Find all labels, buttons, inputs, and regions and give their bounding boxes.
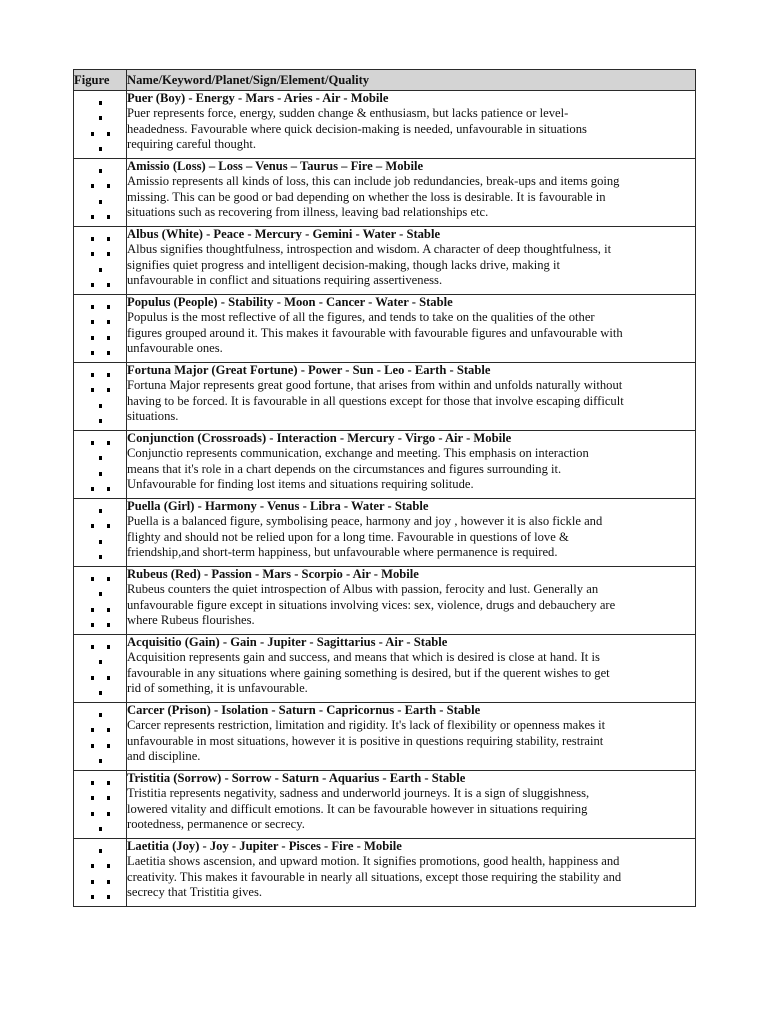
geomantic-figure-glyph xyxy=(74,164,126,225)
description-line: means that it's role in a chart depends on the circumstances and figures surrounding it. xyxy=(127,461,562,476)
dot-icon xyxy=(99,759,102,763)
dot-icon xyxy=(91,132,94,136)
description-line: situations. xyxy=(127,408,179,423)
dot-icon xyxy=(99,660,102,664)
description-line: rid of something, it is unfavourable. xyxy=(127,680,308,695)
dot-icon xyxy=(107,373,110,377)
figure-cell xyxy=(74,431,127,499)
table-row xyxy=(74,227,696,295)
figure-cell xyxy=(74,91,127,159)
dot-icon xyxy=(91,812,94,816)
single-dot-row xyxy=(74,263,126,278)
figure-cell xyxy=(74,771,127,839)
dot-icon xyxy=(99,169,102,173)
description-line: having to be forced. It is favourable in all questions except for those that involve escaping difficult xyxy=(127,393,624,408)
dot-icon xyxy=(91,487,94,491)
description-line: Albus signifies thoughtfulness, introspection and wisdom. A character of deep thoughtfulness, it xyxy=(127,242,612,257)
single-dot-row xyxy=(74,399,126,414)
figure-title: Acquisitio (Gain) - Gain - Jupiter - Sagittarius - Air - Stable xyxy=(127,635,448,649)
description-line: Amissio represents all kinds of loss, this can include job redundancies, break-ups and items going xyxy=(127,174,620,189)
description-line: lowered vitality and difficult emotions. It can be favourable however in situations requiring xyxy=(127,801,588,816)
dot-icon xyxy=(107,215,110,219)
figure-title: Populus (People) - Stability - Moon - Cancer - Water - Stable xyxy=(127,295,453,309)
description-line: unfavourable ones. xyxy=(127,340,223,355)
description-line: situations such as recovering from illness, leaving bad relationships etc. xyxy=(127,204,489,219)
double-dot-row xyxy=(74,723,126,738)
dot-icon xyxy=(99,827,102,831)
single-dot-row xyxy=(74,504,126,519)
figure-cell xyxy=(74,635,127,703)
geomantic-figure-glyph xyxy=(74,368,126,429)
dot-icon xyxy=(99,147,102,151)
dot-icon xyxy=(107,577,110,581)
dot-icon xyxy=(107,676,110,680)
description-line: headedness. Favourable where quick decision-making is needed, unfavourable in situations xyxy=(127,121,587,136)
double-dot-row xyxy=(74,179,126,194)
dot-icon xyxy=(91,252,94,256)
single-dot-row xyxy=(74,550,126,565)
dot-icon xyxy=(91,524,94,528)
double-dot-row xyxy=(74,127,126,142)
dot-icon xyxy=(99,419,102,423)
description-line: Carcer represents restriction, limitation and rigidity. It's lack of flexibility or openness makes it xyxy=(127,718,606,733)
figure-title: Conjunction (Crossroads) - Interaction - Mercury - Virgo - Air - Mobile xyxy=(127,431,512,445)
double-dot-row xyxy=(74,232,126,247)
description-line: Fortuna Major represents great good fortune, that arises from within and unfolds naturally without xyxy=(127,378,623,393)
figure-title: Carcer (Prison) - Isolation - Saturn - Capricornus - Earth - Stable xyxy=(127,703,481,717)
table-row xyxy=(74,431,696,499)
description-line: unfavourable figure except in situations involving vices: sex, violence, drugs and debauchery are xyxy=(127,597,616,612)
double-dot-row xyxy=(74,618,126,633)
figure-cell xyxy=(74,567,127,635)
dot-icon xyxy=(91,676,94,680)
description-line: requiring careful thought. xyxy=(127,136,257,151)
single-dot-row xyxy=(74,587,126,602)
description-cell xyxy=(127,363,696,431)
dot-icon xyxy=(91,283,94,287)
double-dot-row xyxy=(74,482,126,497)
dot-icon xyxy=(99,555,102,559)
dot-icon xyxy=(91,320,94,324)
description-line: figures grouped around it. This makes it favourable with favourable figures and unfavourable with xyxy=(127,325,623,340)
double-dot-row xyxy=(74,300,126,315)
description-line: Conjunctio represents communication, exchange and meeting. This emphasis on interaction xyxy=(127,446,589,461)
dot-icon xyxy=(91,577,94,581)
description-cell xyxy=(127,91,696,159)
double-dot-row xyxy=(74,383,126,398)
description-line: Laetitia shows ascension, and upward motion. It signifies promotions, good health, happiness and xyxy=(127,854,620,869)
double-dot-row xyxy=(74,368,126,383)
table-row xyxy=(74,839,696,907)
description-line: missing. This can be good or bad depending on whether the loss is desirable. It is favourable in xyxy=(127,189,606,204)
dot-icon xyxy=(99,509,102,513)
dot-icon xyxy=(91,744,94,748)
description-cell xyxy=(127,159,696,227)
table-header-row xyxy=(74,70,696,91)
description-line: where Rubeus flourishes. xyxy=(127,612,255,627)
single-dot-row xyxy=(74,844,126,859)
dot-icon xyxy=(91,895,94,899)
single-dot-row xyxy=(74,451,126,466)
dot-icon xyxy=(107,237,110,241)
description-line: Acquisition represents gain and success, and means that which is desired is close at hand. It is xyxy=(127,650,600,665)
description-cell xyxy=(127,499,696,567)
description-cell xyxy=(127,567,696,635)
dot-icon xyxy=(99,101,102,105)
dot-icon xyxy=(91,388,94,392)
figure-title: Puella (Girl) - Harmony - Venus - Libra - Water - Stable xyxy=(127,499,429,513)
single-dot-row xyxy=(74,686,126,701)
dot-icon xyxy=(91,237,94,241)
figure-title: Amissio (Loss) – Loss – Venus – Taurus – Fire – Mobile xyxy=(127,159,424,173)
dot-icon xyxy=(91,864,94,868)
dot-icon xyxy=(99,713,102,717)
table-row xyxy=(74,159,696,227)
description-line: friendship,and short-term happiness, but unfavourable where permanence is required. xyxy=(127,544,558,559)
dot-icon xyxy=(91,796,94,800)
description-line: unfavourable in most situations, however it is positive in questions requiring stability, restraint xyxy=(127,733,604,748)
figure-cell xyxy=(74,499,127,567)
figure-title: Laetitia (Joy) - Joy - Jupiter - Pisces - Fire - Mobile xyxy=(127,839,402,853)
single-dot-row xyxy=(74,414,126,429)
description-cell xyxy=(127,839,696,907)
table-row xyxy=(74,363,696,431)
description-cell xyxy=(127,431,696,499)
double-dot-row xyxy=(74,671,126,686)
dot-icon xyxy=(91,880,94,884)
dot-icon xyxy=(99,456,102,460)
dot-icon xyxy=(91,215,94,219)
description-line: Rubeus counters the quiet introspection of Albus with passion, ferocity and lust. Generally an xyxy=(127,582,599,597)
description-line: flighty and should not be relied upon for a long time. Favourable in questions of love & xyxy=(127,529,569,544)
dot-icon xyxy=(107,487,110,491)
description-cell xyxy=(127,771,696,839)
description-line: creativity. This makes it favourable in nearly all situations, except those requiring the stability and xyxy=(127,869,622,884)
dot-icon xyxy=(107,623,110,627)
description-line: and discipline. xyxy=(127,748,201,763)
double-dot-row xyxy=(74,278,126,293)
geomantic-figure-glyph xyxy=(74,436,126,497)
figure-cell xyxy=(74,159,127,227)
table-row xyxy=(74,499,696,567)
figure-cell xyxy=(74,227,127,295)
double-dot-row xyxy=(74,331,126,346)
description-cell xyxy=(127,703,696,771)
description-line: favourable in any situations where gaining something is desired, but if the querent wishes to get xyxy=(127,665,610,680)
dot-icon xyxy=(107,645,110,649)
dot-icon xyxy=(99,472,102,476)
name-column-header: Name/Keyword/Planet/Sign/Element/Quality xyxy=(127,70,696,91)
single-dot-row xyxy=(74,142,126,157)
double-dot-row xyxy=(74,247,126,262)
dot-icon xyxy=(107,895,110,899)
dot-icon xyxy=(107,305,110,309)
dot-icon xyxy=(107,283,110,287)
single-dot-row xyxy=(74,96,126,111)
single-dot-row xyxy=(74,655,126,670)
description-line: Puer represents force, energy, sudden change & enthusiasm, but lacks patience or level- xyxy=(127,106,569,121)
dot-icon xyxy=(99,592,102,596)
dot-icon xyxy=(107,524,110,528)
table-row xyxy=(74,771,696,839)
table-row xyxy=(74,295,696,363)
single-dot-row xyxy=(74,754,126,769)
single-dot-row xyxy=(74,195,126,210)
description-line: rootedness, permanence or secrecy. xyxy=(127,816,305,831)
dot-icon xyxy=(99,540,102,544)
figure-title: Rubeus (Red) - Passion - Mars - Scorpio - Air - Mobile xyxy=(127,567,419,581)
dot-icon xyxy=(91,373,94,377)
dot-icon xyxy=(107,864,110,868)
description-line: unfavourable in conflict and situations requiring assertiveness. xyxy=(127,272,443,287)
table-row xyxy=(74,567,696,635)
description-cell xyxy=(127,635,696,703)
dot-icon xyxy=(107,781,110,785)
dot-icon xyxy=(107,608,110,612)
dot-icon xyxy=(99,268,102,272)
dot-icon xyxy=(107,441,110,445)
dot-icon xyxy=(107,880,110,884)
description-line: Tristitia represents negativity, sadness and underworld journeys. It is a sign of sluggishness, xyxy=(127,786,590,801)
table-row xyxy=(74,703,696,771)
double-dot-row xyxy=(74,739,126,754)
geomancy-figures-table xyxy=(73,69,696,907)
dot-icon xyxy=(91,645,94,649)
figure-cell xyxy=(74,839,127,907)
single-dot-row xyxy=(74,164,126,179)
figure-title: Albus (White) - Peace - Mercury - Gemini - Water - Stable xyxy=(127,227,441,241)
dot-icon xyxy=(107,351,110,355)
dot-icon xyxy=(91,623,94,627)
dot-icon xyxy=(107,744,110,748)
description-cell xyxy=(127,227,696,295)
table-body xyxy=(74,91,696,907)
figure-title: Puer (Boy) - Energy - Mars - Aries - Air - Mobile xyxy=(127,91,389,105)
geomantic-figure-glyph xyxy=(74,96,126,157)
double-dot-row xyxy=(74,791,126,806)
single-dot-row xyxy=(74,111,126,126)
geomantic-figure-glyph xyxy=(74,640,126,701)
double-dot-row xyxy=(74,315,126,330)
description-cell xyxy=(127,295,696,363)
double-dot-row xyxy=(74,603,126,618)
single-dot-row xyxy=(74,708,126,723)
dot-icon xyxy=(91,305,94,309)
double-dot-row xyxy=(74,346,126,361)
description-line: secrecy that Tristitia gives. xyxy=(127,884,263,899)
dot-icon xyxy=(107,796,110,800)
table-row xyxy=(74,91,696,159)
geomantic-figure-glyph xyxy=(74,232,126,293)
figure-cell xyxy=(74,295,127,363)
dot-icon xyxy=(91,781,94,785)
figure-title: Fortuna Major (Great Fortune) - Power - Sun - Leo - Earth - Stable xyxy=(127,363,491,377)
geomantic-figure-glyph xyxy=(74,504,126,565)
dot-icon xyxy=(91,441,94,445)
dot-icon xyxy=(107,812,110,816)
dot-icon xyxy=(107,388,110,392)
figure-cell xyxy=(74,703,127,771)
dot-icon xyxy=(91,184,94,188)
figure-column-header: Figure xyxy=(74,70,127,91)
dot-icon xyxy=(91,608,94,612)
figure-title: Tristitia (Sorrow) - Sorrow - Saturn - Aquarius - Earth - Stable xyxy=(127,771,466,785)
dot-icon xyxy=(99,691,102,695)
dot-icon xyxy=(107,728,110,732)
geomantic-figure-glyph xyxy=(74,300,126,361)
figure-cell xyxy=(74,363,127,431)
geomantic-figure-glyph xyxy=(74,572,126,633)
dot-icon xyxy=(107,184,110,188)
dot-icon xyxy=(99,404,102,408)
double-dot-row xyxy=(74,640,126,655)
double-dot-row xyxy=(74,776,126,791)
double-dot-row xyxy=(74,807,126,822)
dot-icon xyxy=(107,320,110,324)
dot-icon xyxy=(107,252,110,256)
dot-icon xyxy=(107,132,110,136)
single-dot-row xyxy=(74,535,126,550)
description-line: Populus is the most reflective of all the figures, and tends to take on the qualities of the other xyxy=(127,310,595,325)
dot-icon xyxy=(91,351,94,355)
double-dot-row xyxy=(74,436,126,451)
dot-icon xyxy=(99,849,102,853)
geomantic-figure-glyph xyxy=(74,776,126,837)
double-dot-row xyxy=(74,519,126,534)
single-dot-row xyxy=(74,467,126,482)
single-dot-row xyxy=(74,822,126,837)
double-dot-row xyxy=(74,210,126,225)
dot-icon xyxy=(99,200,102,204)
double-dot-row xyxy=(74,890,126,905)
table-row xyxy=(74,635,696,703)
double-dot-row xyxy=(74,875,126,890)
dot-icon xyxy=(91,336,94,340)
double-dot-row xyxy=(74,572,126,587)
dot-icon xyxy=(107,336,110,340)
dot-icon xyxy=(91,728,94,732)
geomantic-figure-glyph xyxy=(74,844,126,905)
geomantic-figure-glyph xyxy=(74,708,126,769)
description-line: Puella is a balanced figure, symbolising peace, harmony and joy , however it is also fickle and xyxy=(127,514,603,529)
description-line: Unfavourable for finding lost items and situations requiring solitude. xyxy=(127,476,474,491)
dot-icon xyxy=(99,116,102,120)
double-dot-row xyxy=(74,859,126,874)
description-line: signifies quiet progress and intelligent decision-making, though lacks drive, making it xyxy=(127,257,561,272)
